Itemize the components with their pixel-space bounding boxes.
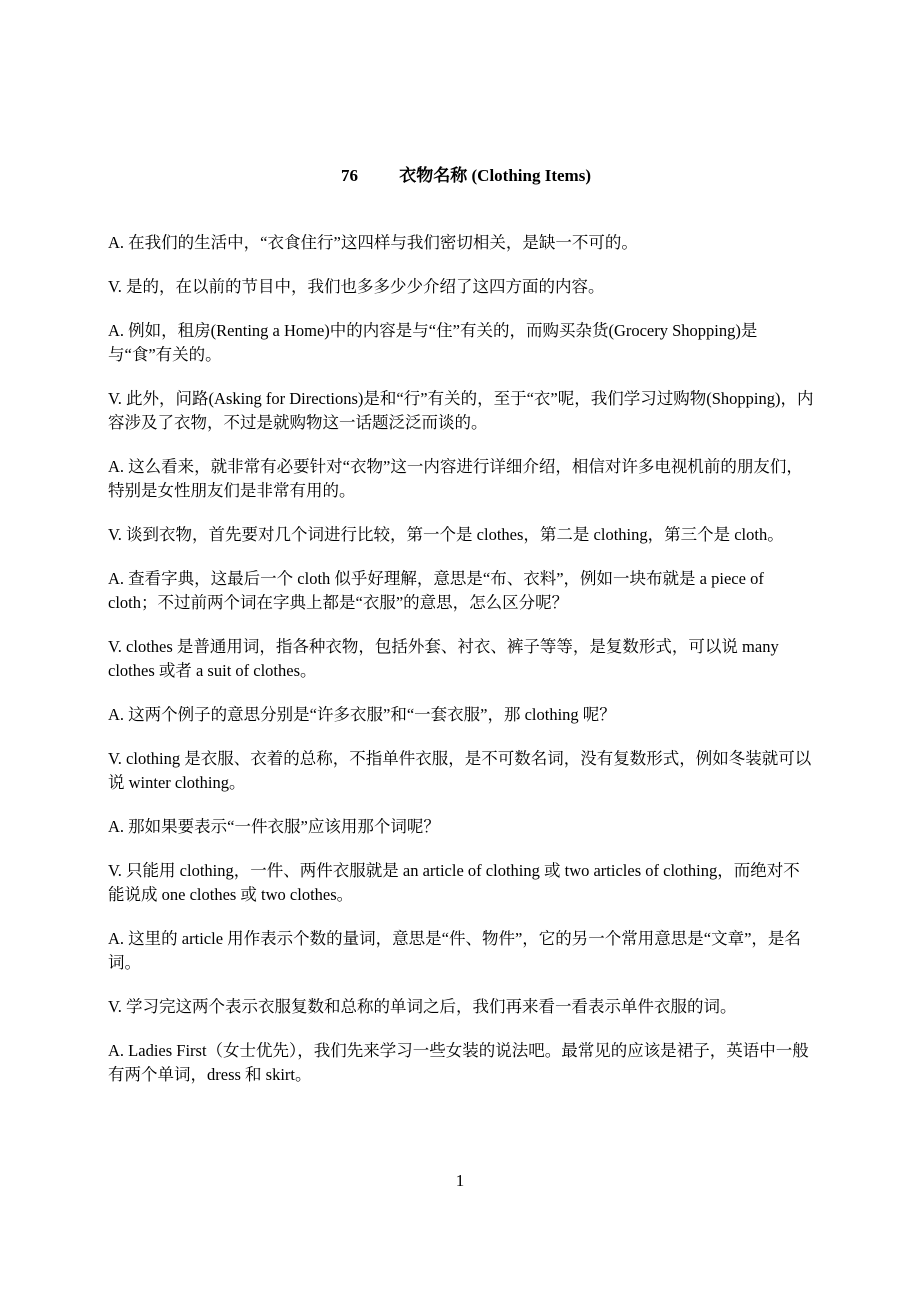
paragraph-text: 谈到衣物，首先要对几个词进行比较，第一个是 clothes，第二是 clothing，第三个是 cloth。 [126, 525, 784, 544]
paragraph [108, 747, 814, 795]
speaker-label: V. [108, 861, 122, 880]
speaker-label: A. [108, 929, 125, 948]
paragraph [108, 387, 814, 435]
title-number: 76 [341, 166, 359, 185]
speaker-label: V. [108, 389, 122, 408]
paragraph-text: clothing 是衣服、衣着的总称，不指单件衣服，是不可数名词，没有复数形式，例如冬装就可以说 winter clothing。 [108, 749, 812, 792]
paragraph-text: 查看字典，这最后一个 cloth 似乎好理解，意思是“布、衣料”，例如一块布就是 a piece of cloth；不过前两个词在字典上都是“衣服”的意思，怎么区分呢？ [108, 569, 764, 612]
paragraph [108, 703, 814, 727]
paragraph-text: 这里的 article 用作表示个数的量词，意思是“件、物件”，它的另一个常用意思是“文章”，是名词。 [108, 929, 801, 972]
paragraph [108, 567, 814, 615]
paragraph [108, 927, 814, 975]
paragraph [108, 635, 814, 683]
paragraph-text: 只能用 clothing，一件、两件衣服就是 an article of clothing 或 two articles of clothing，而绝对不能说成 one clothes 或 two clothes。 [108, 861, 800, 904]
paragraph [108, 319, 814, 367]
speaker-label: V. [108, 525, 122, 544]
speaker-label: A. [108, 1041, 125, 1060]
paragraph [108, 995, 814, 1019]
speaker-label: V. [108, 277, 122, 296]
speaker-label: V. [108, 749, 122, 768]
paragraph-text: Ladies First（女士优先），我们先来学习一些女装的说法吧。最常见的应该是裙子，英语中一般有两个单词，dress 和 skirt。 [108, 1041, 809, 1084]
paragraph-text: 这么看来，就非常有必要针对“衣物”这一内容进行详细介绍，相信对许多电视机前的朋友们，特别是女性朋友们是非常有用的。 [108, 457, 803, 500]
page-title [0, 165, 920, 187]
paragraph-text: 此外，问路(Asking for Directions)是和“行”有关的，至于“衣”呢，我们学习过购物(Shopping)，内容涉及了衣物，不过是就购物这一话题泛泛而谈的。 [108, 389, 814, 432]
speaker-label: A. [108, 569, 125, 588]
paragraph-text: 在我们的生活中，“衣食住行”这四样与我们密切相关，是缺一不可的。 [128, 233, 638, 252]
speaker-label: A. [108, 233, 125, 252]
speaker-label: V. [108, 637, 122, 656]
paragraph-text: 学习完这两个表示衣服复数和总称的单词之后，我们再来看一看表示单件衣服的词。 [126, 997, 737, 1016]
paragraph [108, 455, 814, 503]
paragraph-text: 是的，在以前的节目中，我们也多多少少介绍了这四方面的内容。 [126, 277, 605, 296]
paragraph-text: 那如果要表示“一件衣服”应该用那个词呢？ [128, 817, 440, 836]
paragraph [108, 275, 814, 299]
paragraph [108, 815, 814, 839]
title-text: 衣物名称 (Clothing Items) [399, 166, 591, 185]
paragraph-text: 例如，租房(Renting a Home)中的内容是与“住”有关的，而购买杂货(Grocery Shopping)是与“食”有关的。 [108, 321, 758, 364]
speaker-label: A. [108, 321, 125, 340]
paragraph-text: 这两个例子的意思分别是“许多衣服”和“一套衣服”，那 clothing 呢？ [128, 705, 616, 724]
paragraph [108, 1039, 814, 1087]
speaker-label: A. [108, 705, 125, 724]
speaker-label: A. [108, 817, 125, 836]
dialogue-body [108, 231, 814, 1107]
speaker-label: V. [108, 997, 122, 1016]
paragraph [108, 859, 814, 907]
paragraph-text: clothes 是普通用词，指各种衣物，包括外套、衬衣、裤子等等，是复数形式，可以说 many clothes 或者 a suit of clothes。 [108, 637, 779, 680]
paragraph [108, 231, 814, 255]
page-number: 1 [455, 1171, 465, 1190]
speaker-label: A. [108, 457, 125, 476]
paragraph [108, 523, 814, 547]
